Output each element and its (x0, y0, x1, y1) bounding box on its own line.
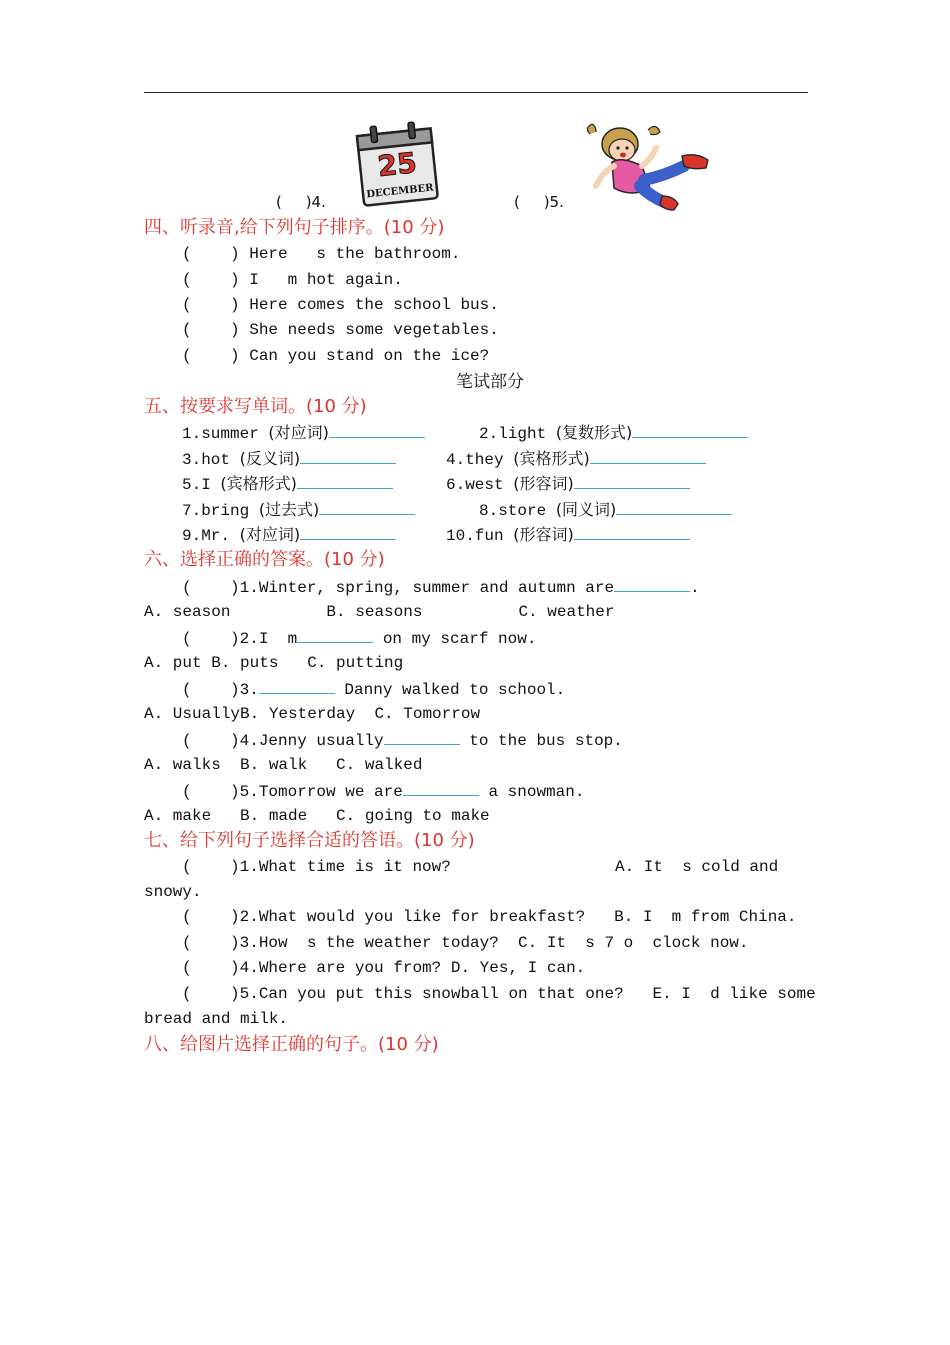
word-item-8: 8.store (同义词) (479, 500, 732, 521)
match-line-5-cont: bread and milk. (144, 1010, 289, 1028)
word-item-10: 10.fun (形容词) (446, 525, 690, 546)
choice-options-5: A. make B. made C. going to make (144, 807, 490, 825)
word-item-1: 1.summer (对应词) (182, 423, 425, 444)
answer-blank[interactable] (300, 449, 396, 464)
section-5-title: 五、按要求写单词。(10 分) (144, 396, 367, 417)
answer-blank[interactable] (329, 423, 425, 438)
answer-blank[interactable] (574, 525, 690, 540)
choice-question-3: ( )3. Danny walked to school. (182, 681, 566, 699)
choice-question-4: ( )4.Jenny usually to the bus stop. (182, 732, 623, 750)
word-item-5: 5.I (宾格形式) (182, 474, 393, 495)
calendar-month: DECEMBER (365, 182, 435, 201)
choice-question-5: ( )5.Tomorrow we are a snowman. (182, 783, 585, 801)
choice-question-1: ( )1.Winter, spring, summer and autumn are . (182, 579, 700, 597)
written-part-title: 笔试部分 (456, 372, 524, 392)
item5-label: ( )5. (514, 193, 564, 211)
section-8-title: 八、给图片选择正确的句子。(10 分) (144, 1034, 439, 1055)
answer-blank[interactable] (632, 423, 748, 438)
word-item-4: 4.they (宾格形式) (446, 449, 706, 470)
girl-slipping-picture (584, 120, 714, 212)
match-answer-a: A. It s cold and (615, 858, 779, 876)
answer-blank[interactable] (319, 500, 415, 515)
choice-question-2: ( )2.I m on my scarf now. (182, 630, 537, 648)
answer-blank[interactable] (614, 577, 690, 592)
answer-blank[interactable] (384, 730, 460, 745)
answer-blank[interactable] (574, 474, 690, 489)
choice-options-2: A. put B. puts C. putting (144, 654, 404, 672)
section-7-title: 七、给下列句子选择合适的答语。(10 分) (144, 830, 475, 851)
answer-blank[interactable] (590, 449, 706, 464)
listening-sentence-3: ( ) Here comes the school bus. (182, 296, 499, 314)
answer-blank[interactable] (300, 525, 396, 540)
word-item-7: 7.bring (过去式) (182, 500, 415, 521)
answer-blank[interactable] (297, 628, 373, 643)
word-item-9: 9.Mr. (对应词) (182, 525, 396, 546)
match-line-3: ( )3.How s the weather today? C. It s 7 o clock now. (182, 934, 749, 952)
listening-sentence-4: ( ) She needs some vegetables. (182, 321, 499, 339)
word-item-2: 2.light (复数形式) (479, 423, 748, 444)
word-item-6: 6.west (形容词) (446, 474, 690, 495)
section-4-title: 四、听录音,给下列句子排序。(10 分) (144, 217, 445, 238)
answer-blank[interactable] (403, 781, 479, 796)
listening-sentence-2: ( ) I m hot again. (182, 271, 403, 289)
match-line-4: ( )4.Where are you from? D. Yes, I can. (182, 959, 586, 977)
calendar-number: 25 (376, 146, 419, 184)
section-6-title: 六、选择正确的答案。(10 分) (144, 549, 385, 570)
match-line-2: ( )2.What would you like for breakfast? B. I m from China. (182, 908, 797, 926)
item4-label: ( )4. (276, 193, 326, 211)
choice-options-1: A. season B. seasons C. weather (144, 603, 615, 621)
match-line-5: ( )5.Can you put this snowball on that one? E. I d like some (182, 985, 816, 1003)
match-line-1: ( )1.What time is it now? (182, 858, 451, 876)
header-rule (144, 92, 808, 93)
choice-options-3: A. UsuallyB. Yesterday C. Tomorrow (144, 705, 481, 723)
answer-blank[interactable] (297, 474, 393, 489)
match-answer-a-cont: snowy. (144, 883, 202, 901)
calendar-picture (352, 118, 444, 208)
listening-sentence-1: ( ) Here s the bathroom. (182, 245, 461, 263)
choice-options-4: A. walks B. walk C. walked (144, 756, 423, 774)
answer-blank[interactable] (259, 679, 335, 694)
word-item-3: 3.hot (反义词) (182, 449, 396, 470)
listening-sentence-5: ( ) Can you stand on the ice? (182, 347, 490, 365)
answer-blank[interactable] (616, 500, 732, 515)
